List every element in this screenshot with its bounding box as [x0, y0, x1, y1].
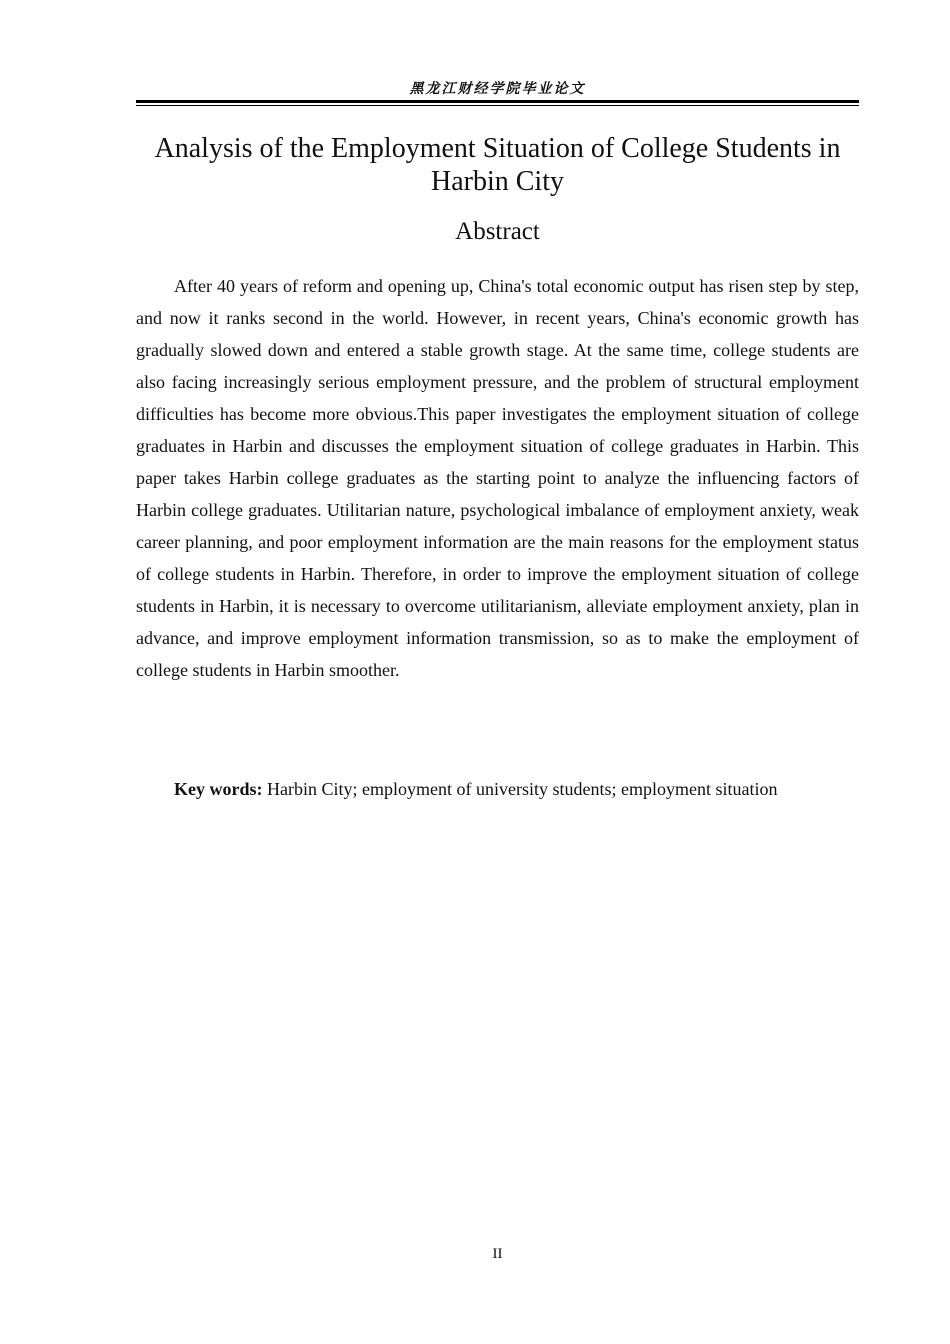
abstract-body: After 40 years of reform and opening up, China's total economic output has risen step by step, and now it ranks second in the world. However, in recent years, China's economic growth has gradually slowed down and entered a stable growth stage. At the same time, college students are also facing increasingly serious employment pressure, and the problem of structural employment difficulties has become more obvious.This paper investigates the employment situation of college graduates in Harbin and discusses the employment situation of college graduates in Harbin. This paper takes Harbin college graduates as the starting point to analyze the influencing factors of Harbin college graduates. Utilitarian nature, psychological imbalance of employment anxiety, weak career planning, and poor employment information are the main reasons for the employment status of college students in Harbin. Therefore, in order to improve the employment situation of college students in Harbin, it is necessary to overcome utilitarianism, alleviate employment anxiety, plan in advance, and improve employment information transmission, so as to make the employment of college students in Harbin smoother. [136, 276, 859, 680]
abstract-heading: Abstract [455, 218, 540, 245]
page-number: II [492, 1246, 503, 1262]
running-header: 黑龙江财经学院毕业论文 [409, 81, 586, 97]
keywords-line [174, 774, 859, 804]
paper-title: Analysis of the Employment Situation of College Students in Harbin City [154, 133, 841, 197]
keywords-label: Key words: [174, 779, 263, 799]
header-rule-thick [136, 100, 859, 103]
keywords-value: Harbin City; employment of university students; employment situation [267, 779, 778, 799]
header-rule-thin [136, 105, 859, 106]
